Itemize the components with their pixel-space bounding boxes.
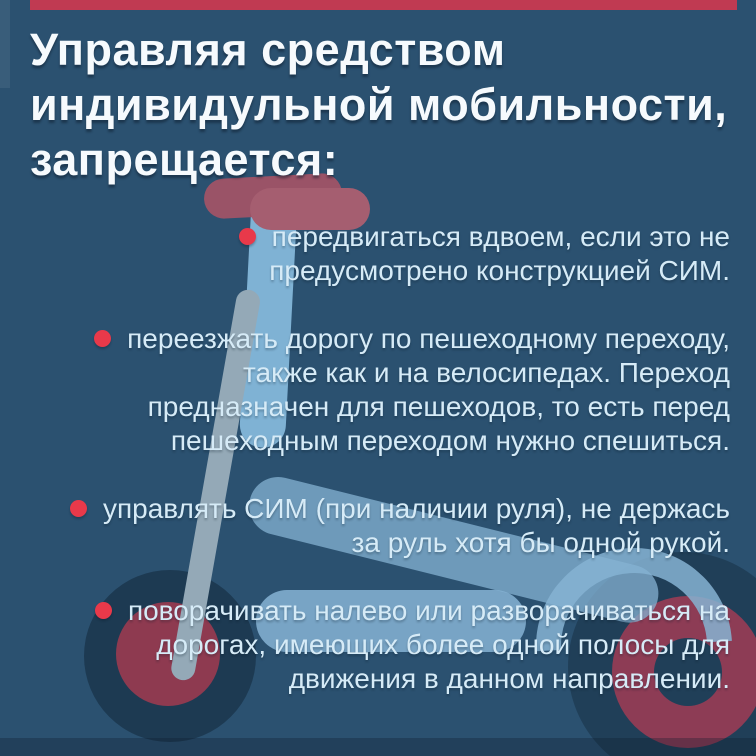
top-accent-bar [30, 0, 737, 10]
list-item-line: движения в данном направлении. [288, 663, 730, 694]
list-item-line [30, 492, 730, 526]
list-item-text: управлять СИМ (при наличии руля), не держась [102, 493, 730, 524]
list-item-text: передвигаться вдвоем, если это не [271, 221, 730, 252]
list-item-line [30, 322, 730, 356]
list-item [30, 220, 730, 288]
title-line: Управляя средством [30, 24, 506, 75]
list-item [30, 492, 730, 560]
bullet-dot-icon [95, 602, 112, 619]
list-item [30, 594, 730, 696]
title-line: запрещается: [30, 134, 339, 185]
list-item-text: переезжать дорогу по пешеходному переходу, [127, 323, 730, 354]
title-line: индивидульной мобильности, [30, 79, 728, 130]
list-item-line: за руль хотя бы одной рукой. [351, 527, 730, 558]
list-item-line: дорогах, имеющих более одной полосы для [156, 629, 730, 660]
list-item-line [30, 220, 730, 254]
page-title [30, 22, 727, 187]
bullet-dot-icon [239, 228, 256, 245]
list-item-line: предназначен для пешеходов, то есть перед [147, 391, 730, 422]
left-edge-strip [0, 0, 10, 88]
list-item-line: пешеходным переходом нужно спешиться. [170, 425, 730, 456]
list-item-line: также как и на велосипедах. Переход [243, 357, 730, 388]
list-item [30, 322, 730, 458]
bullet-dot-icon [70, 500, 87, 517]
bullet-dot-icon [94, 330, 111, 347]
bottom-edge-band [0, 738, 756, 756]
list-item-line [30, 594, 730, 628]
prohibited-actions-list [30, 220, 730, 696]
list-item-text: поворачивать налево или разворачиваться на [127, 595, 730, 626]
list-item-line: предусмотрено конструкцией СИМ. [269, 255, 730, 286]
